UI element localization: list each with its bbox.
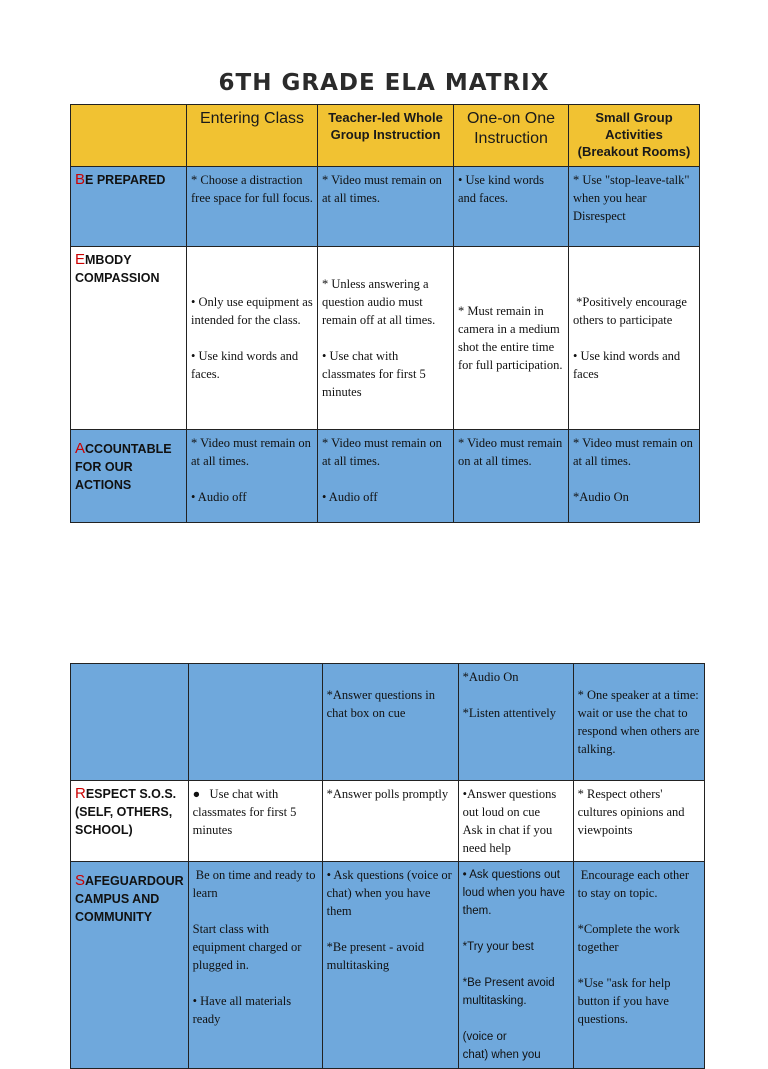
- table-row: [71, 247, 700, 430]
- table-cell: *Audio On *Listen attentively: [458, 664, 573, 781]
- table-cell: •Answer questions out loud on cue Ask in chat if you need help: [458, 781, 573, 862]
- table-cell: • Use kind words and faces.: [454, 167, 569, 247]
- header-small-group: Small Group Activities (Breakout Rooms): [569, 105, 700, 167]
- header-row: [71, 105, 700, 167]
- header-entering-class: Entering Class: [187, 105, 318, 167]
- table-cell: Encourage each other to stay on topic. *Complete the work together *Use "ask for help button if you have questions.: [573, 862, 704, 1069]
- row-label: RESPECT S.O.S. (SELF, OTHERS, SCHOOL): [71, 781, 189, 862]
- table-cell: * Video must remain on at all times. • Audio off: [187, 430, 318, 523]
- table-cell: * One speaker at a time: wait or use the chat to respond when others are talking.: [573, 664, 704, 781]
- row-label: SAFEGUARDOUR CAMPUS AND COMMUNITY: [71, 862, 189, 1069]
- row-label: BE PREPARED: [71, 167, 187, 247]
- row-label: [71, 664, 189, 781]
- table-cell: • Ask questions (voice or chat) when you have them *Be present - avoid multitasking: [322, 862, 458, 1069]
- row-label: ACCOUNTABLE FOR OUR ACTIONS: [71, 430, 187, 523]
- table-cell: [188, 664, 322, 781]
- table-cell: * Video must remain on at all times. *Audio On: [569, 430, 700, 523]
- table-cell: • Ask questions out loud when you have them. *Try your best *Be Present avoid multitasking. (voice or chat) when you: [458, 862, 573, 1069]
- matrix-table-top: [70, 104, 700, 523]
- table-cell: * Video must remain on at all times. • Audio off: [318, 430, 454, 523]
- matrix-table-bottom: [70, 663, 705, 1069]
- header-teacher-led: Teacher-led Whole Group Instruction: [318, 105, 454, 167]
- table-row: [71, 781, 705, 862]
- table-row: [71, 664, 705, 781]
- table-cell: * Use "stop-leave-talk" when you hear Disrespect: [569, 167, 700, 247]
- table-cell: * Choose a distraction free space for full focus.: [187, 167, 318, 247]
- table-row: [71, 430, 700, 523]
- header-one-on-one: One-on One Instruction: [454, 105, 569, 167]
- table-cell: *Answer questions in chat box on cue: [322, 664, 458, 781]
- table-cell: *Positively encourage others to participate • Use kind words and faces: [569, 247, 700, 430]
- table-cell: • Only use equipment as intended for the class. • Use kind words and faces.: [187, 247, 318, 430]
- table-row: [71, 862, 705, 1069]
- row-label: EMBODY COMPASSION: [71, 247, 187, 430]
- table-cell: * Video must remain on at all times.: [318, 167, 454, 247]
- table-cell: Be on time and ready to learn Start class with equipment charged or plugged in. • Have all materials ready: [188, 862, 322, 1069]
- table-cell: * Respect others' cultures opinions and viewpoints: [573, 781, 704, 862]
- table-cell: * Must remain in camera in a medium shot the entire time for full participation.: [454, 247, 569, 430]
- table-cell: * Unless answering a question audio must remain off at all times. • Use chat with classmates for first 5 minutes: [318, 247, 454, 430]
- table-row: [71, 167, 700, 247]
- table-cell: * Video must remain on at all times.: [454, 430, 569, 523]
- table-cell: *Answer polls promptly: [322, 781, 458, 862]
- page-title: 6TH GRADE ELA MATRIX: [218, 70, 550, 96]
- header-cell-empty: [71, 105, 187, 167]
- table-cell: ● Use chat with classmates for first 5 minutes: [188, 781, 322, 862]
